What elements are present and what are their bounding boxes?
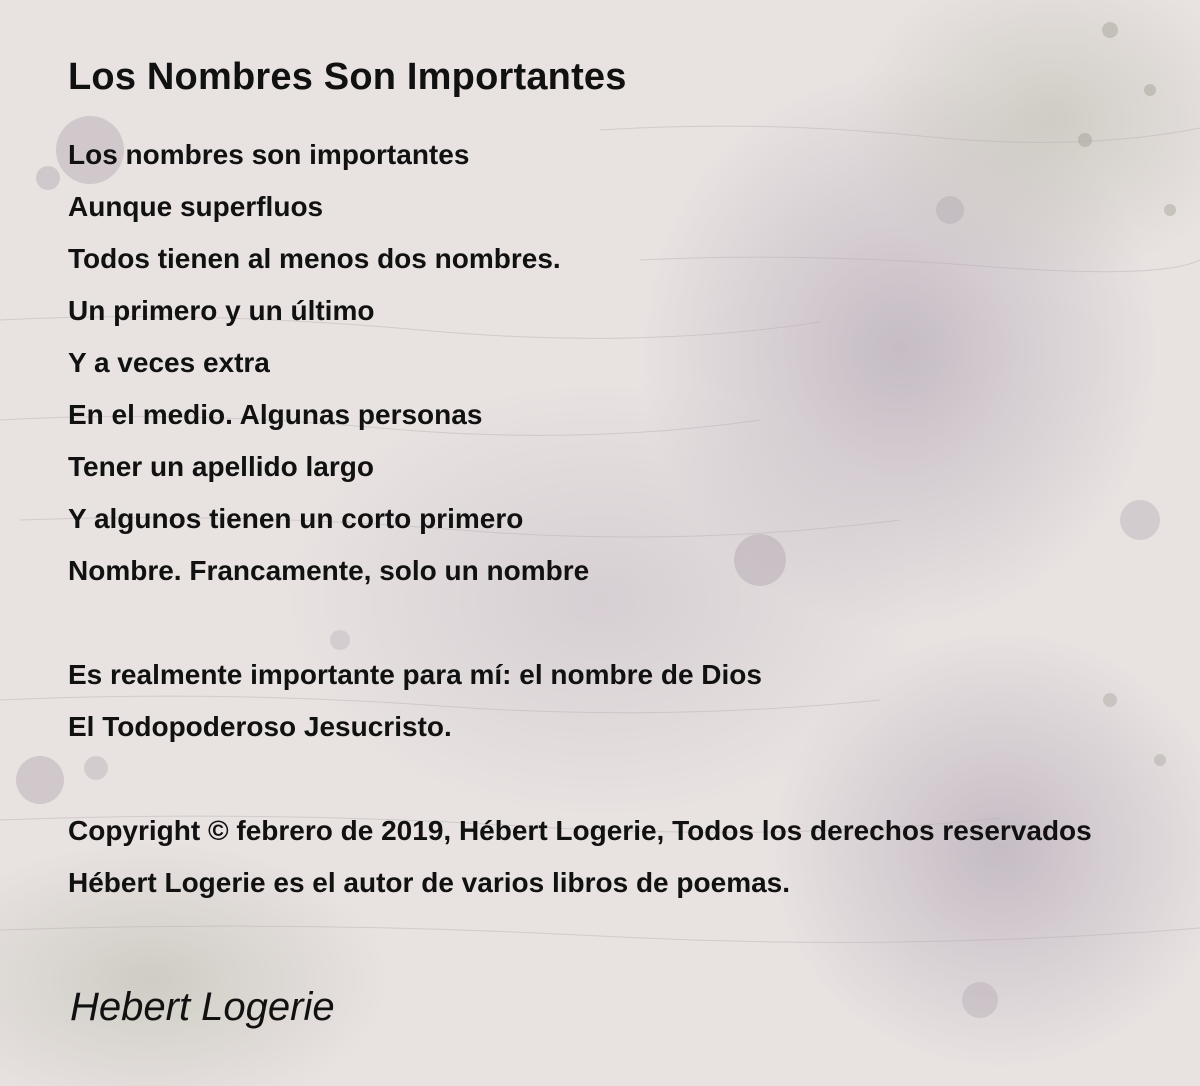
poem-line: Nombre. Francamente, solo un nombre	[68, 555, 590, 586]
poem-line: Aunque superfluos	[68, 191, 324, 222]
stanza-gap	[68, 753, 1200, 805]
poem-body	[68, 129, 1200, 909]
poem-title: Los Nombres Son Importantes	[68, 56, 627, 98]
poem-line: Todos tienen al menos dos nombres.	[68, 243, 561, 274]
stanza-gap	[68, 597, 1200, 649]
author-bio-line: Hébert Logerie es el autor de varios libros de poemas.	[68, 867, 791, 898]
copyright-line: Copyright © febrero de 2019, Hébert Logerie, Todos los derechos reservados	[68, 815, 1092, 846]
poem-line: Y a veces extra	[68, 347, 270, 378]
author-signature: Hebert Logerie	[70, 985, 335, 1029]
poem-container	[68, 54, 1200, 909]
poem-line: Es realmente importante para mí: el nombre de Dios	[68, 659, 762, 690]
poem-line: En el medio. Algunas personas	[68, 399, 483, 430]
poem-line: Un primero y un último	[68, 295, 375, 326]
poem-line: Y algunos tienen un corto primero	[68, 503, 524, 534]
poem-line: Los nombres son importantes	[68, 139, 470, 170]
poem-line: Tener un apellido largo	[68, 451, 374, 482]
poem-line: El Todopoderoso Jesucristo.	[68, 711, 452, 742]
